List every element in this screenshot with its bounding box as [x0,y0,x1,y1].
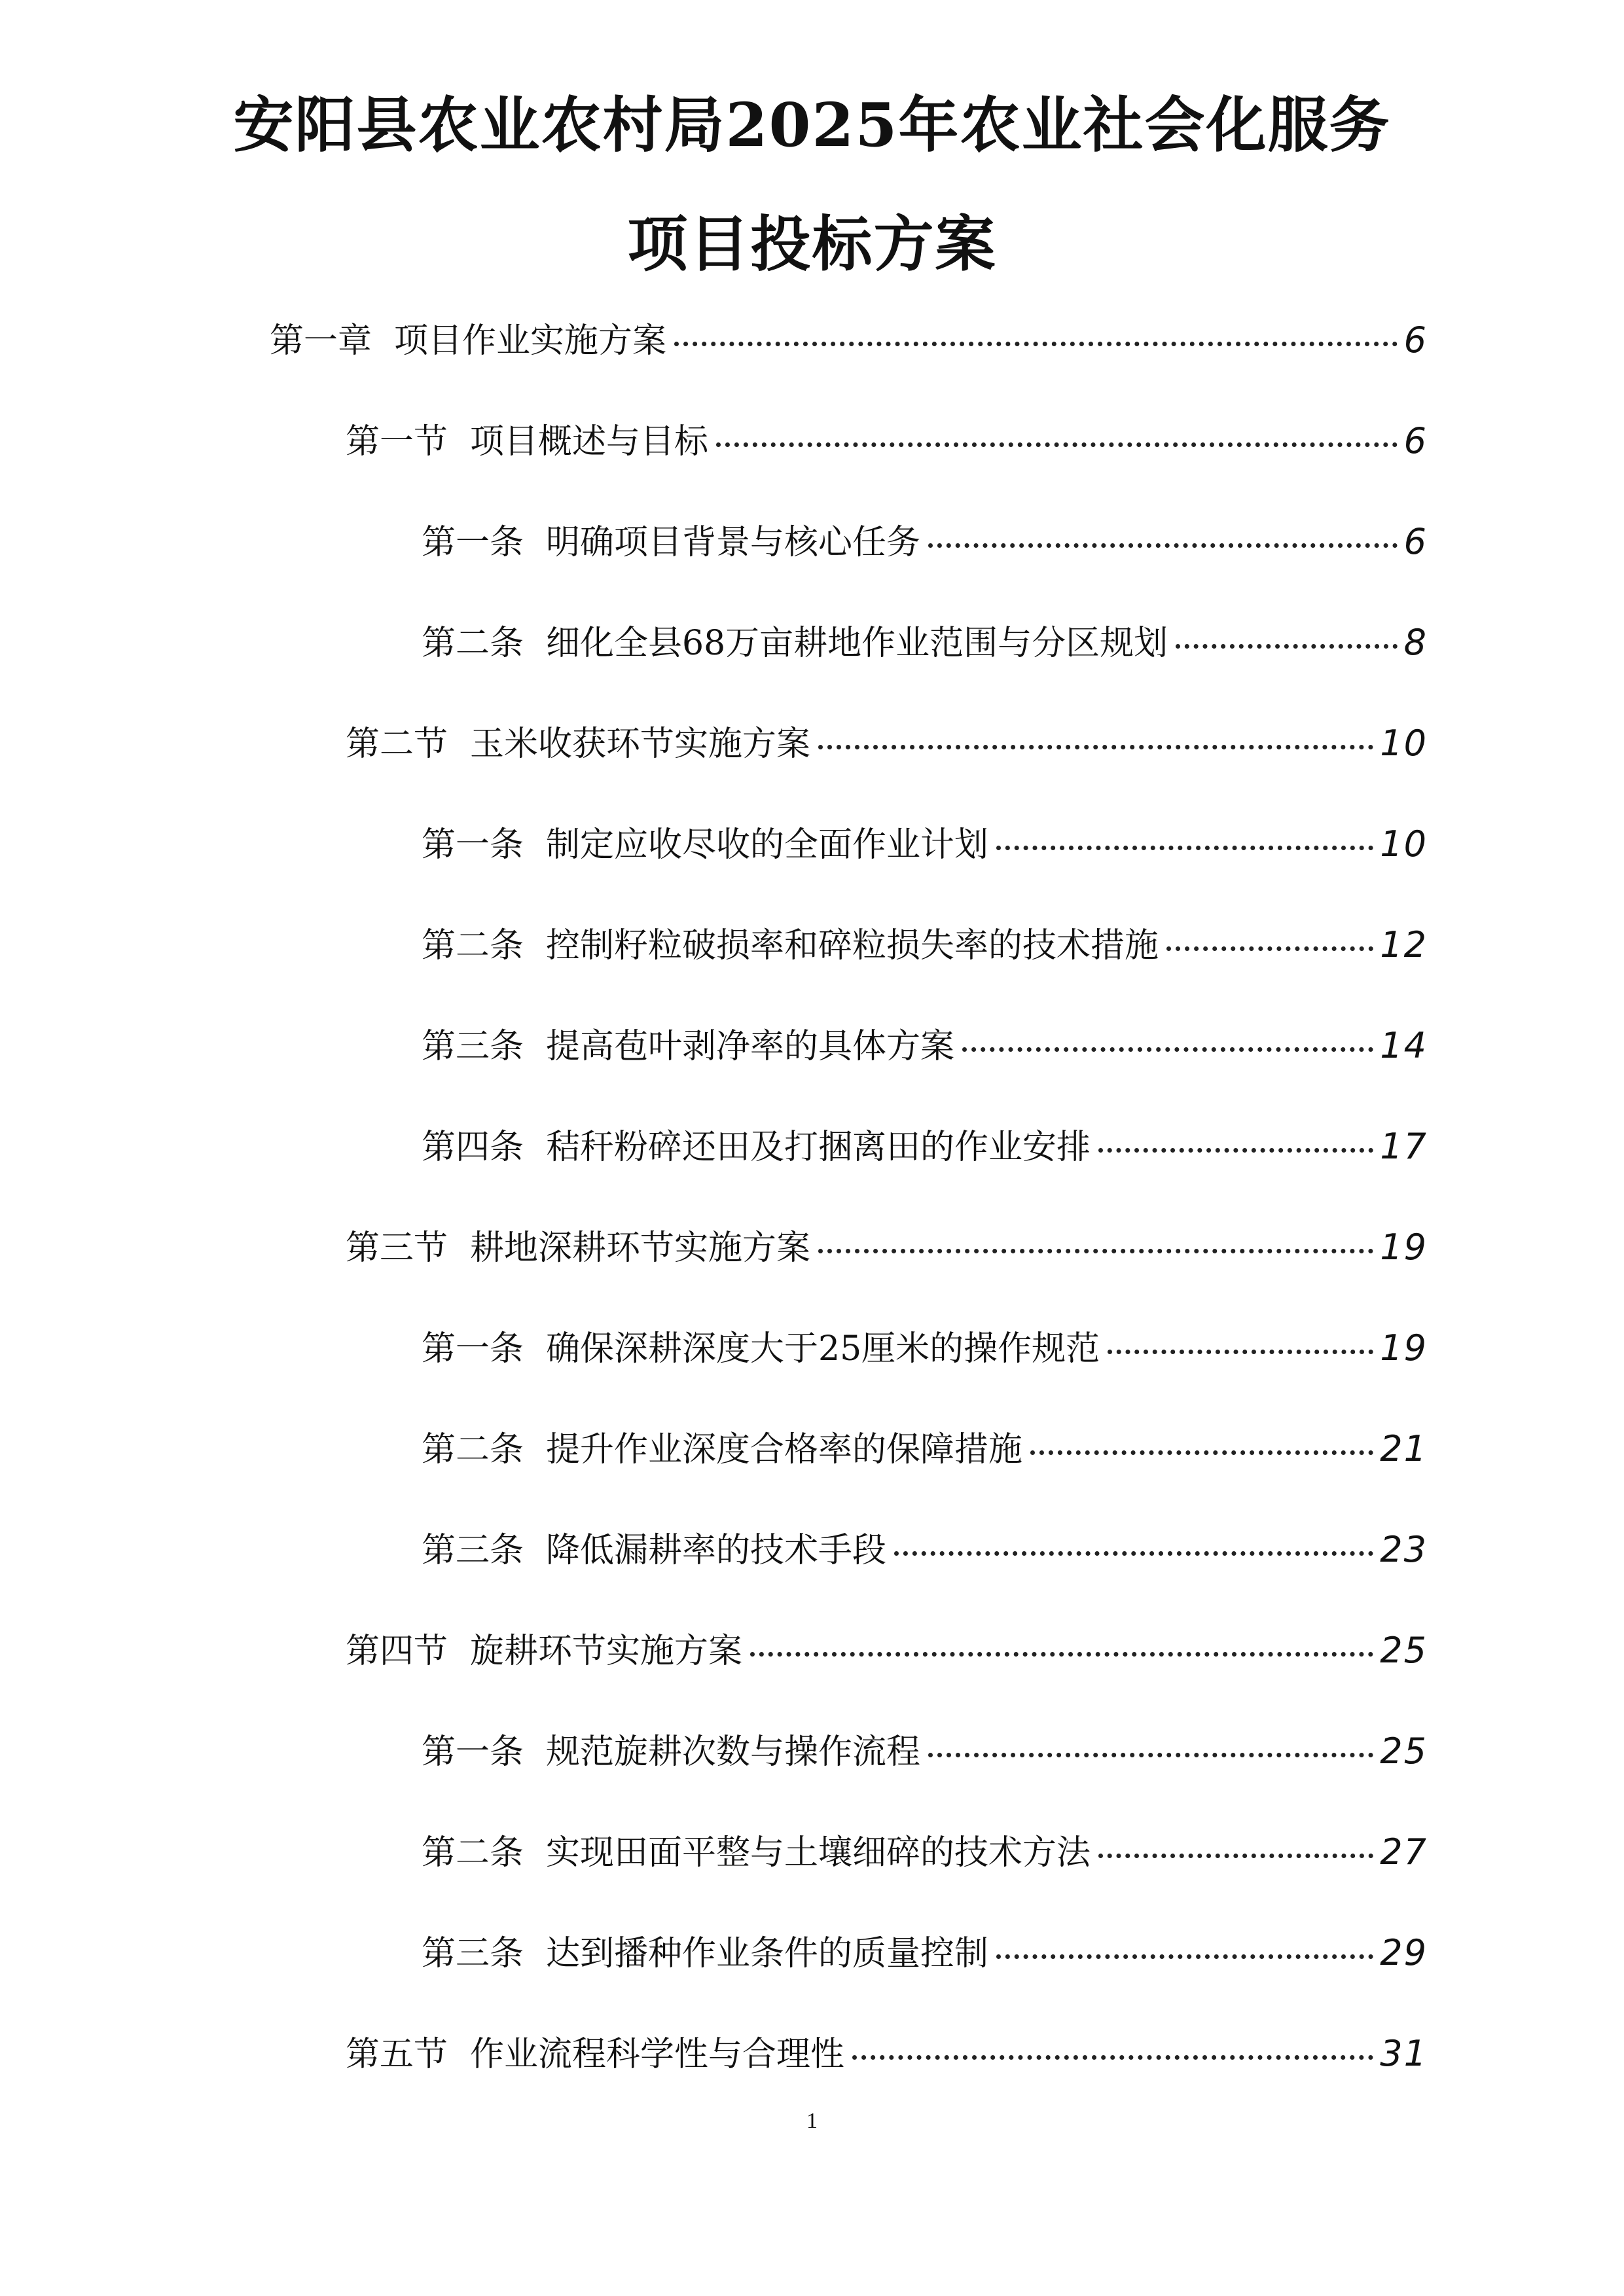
toc-entry-page: 25 [1380,1630,1428,1671]
toc-entry-title: 提高苞叶剥净率的具体方案 [546,1027,955,1066]
toc-entry-number: 第二条 [422,926,524,965]
toc-leader-dots [1030,1450,1373,1455]
toc-leader-dots [928,1753,1373,1757]
toc-entry-section[interactable] [346,1624,1428,1677]
toc-entry-article[interactable] [422,1927,1428,1979]
toc-entry-article[interactable] [422,1725,1428,1778]
toc-entry-page: 19 [1380,1227,1428,1268]
toc-entry-page: 31 [1380,2033,1428,2074]
toc-entry-chapter[interactable] [270,314,1428,367]
toc-entry-page: 6 [1403,420,1428,461]
toc-entry-number: 第一条 [422,825,524,865]
toc-entry-number: 第一条 [422,523,524,562]
toc-leader-dots [750,1652,1373,1657]
toc-entry-page: 29 [1380,1932,1428,1973]
toc-leader-dots [996,1954,1373,1959]
toc-entry-page: 10 [1380,823,1428,865]
toc-entry-number: 第五节 [346,2035,448,2074]
toc-entry-title: 项目概述与目标 [470,422,709,461]
toc-entry-number: 第三节 [346,1229,448,1268]
toc-entry-number: 第二条 [422,1430,524,1469]
toc-leader-dots [716,442,1398,447]
toc-entry-number: 第二节 [346,725,448,764]
toc-entry-title: 秸秆粉碎还田及打捆离田的作业安排 [546,1128,1091,1167]
toc-entry-title: 玉米收获环节实施方案 [470,725,811,764]
toc-leader-dots [1098,1854,1373,1858]
toc-entry-page: 21 [1380,1428,1428,1469]
toc-entry-number: 第一条 [422,1329,524,1369]
toc-entry-title: 制定应收尽收的全面作业计划 [546,825,989,865]
toc-entry-article[interactable] [422,617,1428,669]
toc-entry-title: 明确项目背景与核心任务 [546,523,921,562]
document-title-line2: 项目投标方案 [627,209,997,279]
toc-leader-dots [818,745,1373,749]
toc-entry-page: 6 [1403,521,1428,562]
toc-leader-dots [996,846,1373,850]
toc-leader-dots [1176,644,1397,649]
toc-entry-number: 第四节 [346,1632,448,1671]
toc-entry-article[interactable] [422,1826,1428,1878]
toc-entry-section[interactable] [346,2028,1428,2080]
toc-entry-page: 12 [1380,924,1428,965]
toc-entry-number: 第二条 [422,1833,524,1873]
page-number: 1 [806,2109,818,2133]
toc-entry-title: 实现田面平整与土壤细碎的技术方法 [546,1833,1091,1873]
toc-entry-article[interactable] [422,919,1428,971]
toc-entry-page: 6 [1403,319,1428,361]
toc-entry-number: 第一条 [422,1732,524,1772]
toc-entry-title: 确保深耕深度大于25厘米的操作规范 [546,1329,1100,1369]
toc-entry-section[interactable] [346,415,1428,467]
toc-leader-dots [1108,1350,1373,1354]
toc-leader-dots [818,1249,1373,1253]
toc-entry-article[interactable] [422,1121,1428,1173]
toc-leader-dots [962,1047,1373,1052]
toc-entry-title: 项目作业实施方案 [394,321,667,361]
document-title-line1: 安阳县农业农村局2025年农业社会化服务 [233,90,1391,160]
toc-entry-page: 19 [1380,1327,1428,1369]
toc-entry-number: 第一章 [270,321,372,361]
toc-entry-page: 17 [1380,1126,1428,1167]
toc-entry-article[interactable] [422,1322,1428,1374]
toc-entry-number: 第三条 [422,1531,524,1570]
toc-entry-title: 细化全县68万亩耕地作业范围与分区规划 [546,624,1168,663]
toc-leader-dots [928,543,1398,548]
toc-entry-article[interactable] [422,1524,1428,1576]
toc-entry-page: 10 [1380,723,1428,764]
toc-entry-article[interactable] [422,818,1428,870]
toc-entry-article[interactable] [422,1020,1428,1072]
toc-entry-number: 第四条 [422,1128,524,1167]
toc-leader-dots [1098,1148,1373,1153]
toc-leader-dots [894,1551,1373,1556]
toc-entry-number: 第一节 [346,422,448,461]
toc-entry-title: 提升作业深度合格率的保障措施 [546,1430,1023,1469]
toc-leader-dots [852,2055,1373,2060]
toc-entry-number: 第二条 [422,624,524,663]
toc-entry-title: 旋耕环节实施方案 [470,1632,743,1671]
toc-entry-title: 作业流程科学性与合理性 [470,2035,845,2074]
toc-entry-number: 第三条 [422,1027,524,1066]
toc-entry-article[interactable] [422,1423,1428,1475]
toc-leader-dots [674,342,1398,346]
toc-entry-section[interactable] [346,717,1428,770]
toc-entry-title: 控制籽粒破损率和碎粒损失率的技术措施 [546,926,1159,965]
toc-entry-title: 规范旋耕次数与操作流程 [546,1732,921,1772]
toc-entry-page: 25 [1380,1731,1428,1772]
toc-entry-page: 8 [1403,622,1428,663]
toc-entry-title: 耕地深耕环节实施方案 [470,1229,811,1268]
toc-leader-dots [1166,946,1373,951]
toc-entry-page: 14 [1380,1025,1428,1066]
toc-entry-article[interactable] [422,516,1428,568]
toc-entry-title: 达到播种作业条件的质量控制 [546,1934,989,1973]
toc-entry-title: 降低漏耕率的技术手段 [546,1531,887,1570]
toc-entry-number: 第三条 [422,1934,524,1973]
toc-entry-section[interactable] [346,1221,1428,1274]
toc-entry-page: 23 [1380,1529,1428,1570]
toc-entry-page: 27 [1380,1831,1428,1873]
